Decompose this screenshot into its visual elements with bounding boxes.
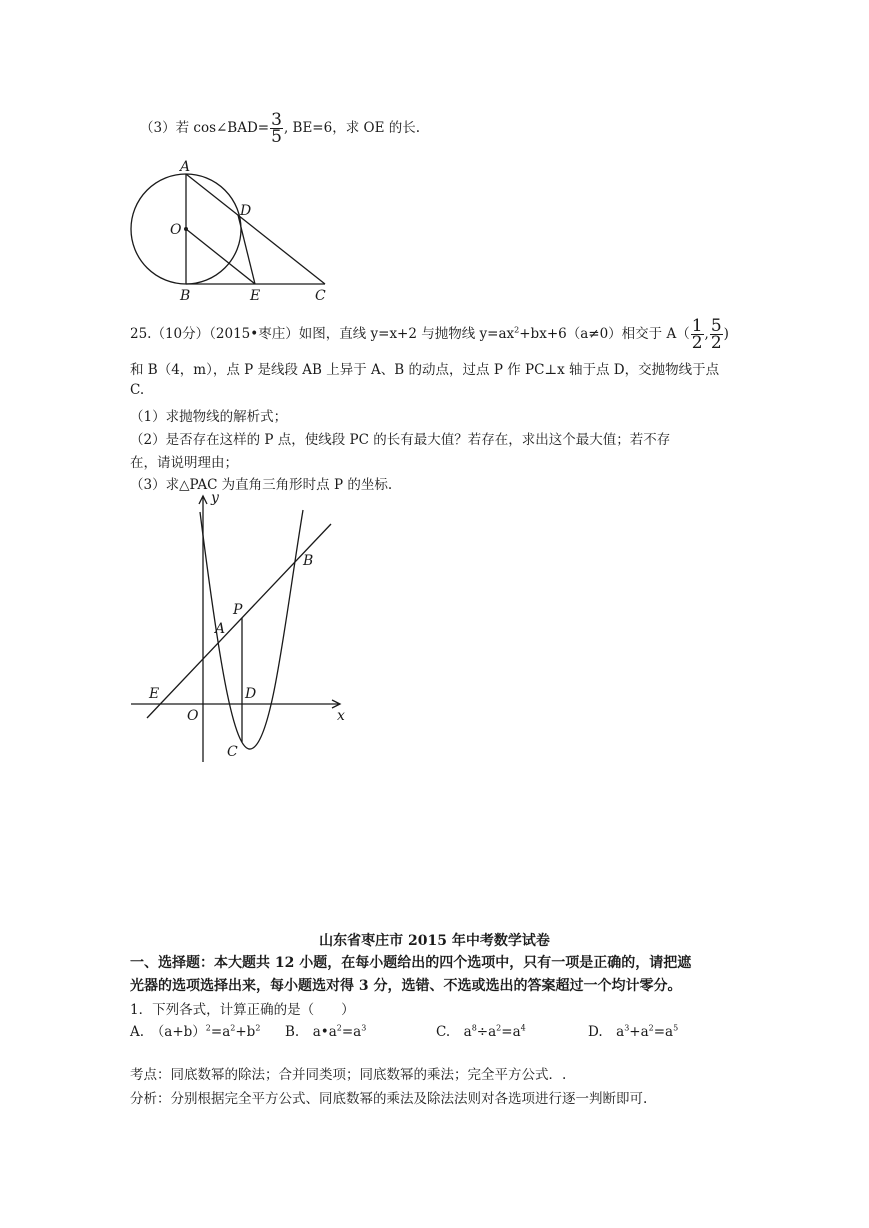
parabola-line-figure: [125, 490, 365, 770]
fig1-label-C: C: [315, 288, 326, 304]
fig2-label-O: O: [187, 708, 199, 724]
fig2-label-A: A: [215, 621, 226, 637]
kaodian-line: 考点：同底数幂的除法；合并同类项；同底数幂的乘法；完全平方公式．.: [130, 1067, 567, 1083]
question-1: 1．下列各式，计算正确的是（ ）: [130, 1002, 355, 1018]
q24-part3-line: [140, 112, 420, 145]
section-heading-line2: 光器的选项选择出来，每小题选对得 3 分，选错、不选或选出的答案超过一个均计零分。: [130, 978, 682, 994]
fig1-label-B: B: [180, 288, 191, 304]
fig1-label-E: E: [250, 288, 261, 304]
fig1-label-A: A: [180, 159, 191, 175]
q25-fraction-y: $\frac{5}{2}$: [710, 316, 722, 353]
fig2-label-B: B: [303, 553, 314, 569]
fig2-label-P: P: [233, 602, 243, 618]
q25-part3: （3）求△PAC 为直角三角形时点 P 的坐标.: [130, 477, 393, 493]
fig2-label-E: E: [149, 686, 160, 702]
fig2-label-y: y: [211, 490, 219, 506]
q24-cos-fraction: $\frac{3}{5}$: [271, 110, 282, 147]
q25-part1: （1）求抛物线的解析式；: [130, 409, 288, 425]
q25-part2b: 在，请说明理由；: [130, 455, 238, 471]
option-a: A. $(a+b)^2=a^2+b^2$: [130, 1023, 261, 1040]
option-b: B. $a•a^2=a^3$: [285, 1023, 367, 1040]
q25-line3: C.: [130, 382, 145, 398]
fig1-label-O: O: [170, 222, 182, 238]
fig2-label-x: x: [337, 708, 345, 724]
fig2-label-D: D: [245, 686, 257, 702]
option-c: C. $a^8\div a^2=a^4$: [436, 1023, 526, 1040]
q24-part3-prefix: （3）若 cos∠BAD=: [140, 120, 270, 136]
exam-title: 山东省枣庄市 2015 年中考数学试卷: [319, 933, 550, 949]
q25-fraction-x: $\frac{1}{2}$: [691, 316, 703, 353]
q25-line1: 25.（10分）（2015•枣庄）如图，直线 y=x+2 与抛物线 $y=ax^2+bx+6(a\ne 0)$相交于 A（ $\frac{1}{2}$ , $\frac{5}{2}$ ): [130, 316, 729, 353]
q24-part3-suffix: , BE=6，求 OE 的长.: [283, 120, 421, 136]
section-heading-line1: 一、选择题：本大题共 12 小题，在每小题给出的四个选项中，只有一项是正确的，请把遮: [130, 955, 692, 971]
fig2-label-C: C: [227, 744, 238, 760]
fig1-label-D: D: [240, 203, 252, 219]
option-d: D. $a^3+a^2=a^5$: [588, 1023, 679, 1040]
q25-line2: 和 B（4，m），点 P 是线段 AB 上异于 A、B 的动点，过点 P 作 PC⊥x 轴于点 D，交抛物线于点: [130, 362, 720, 378]
q25-part2a: （2）是否存在这样的 P 点，使线段 PC 的长有最大值？若存在，求出这个最大值；若不存: [130, 432, 671, 448]
fenxi-line: 分析：分别根据完全平方公式、同底数幂的乘法及除法法则对各选项进行逐一判断即可.: [130, 1091, 648, 1107]
circle-tangent-figure: [120, 155, 350, 305]
